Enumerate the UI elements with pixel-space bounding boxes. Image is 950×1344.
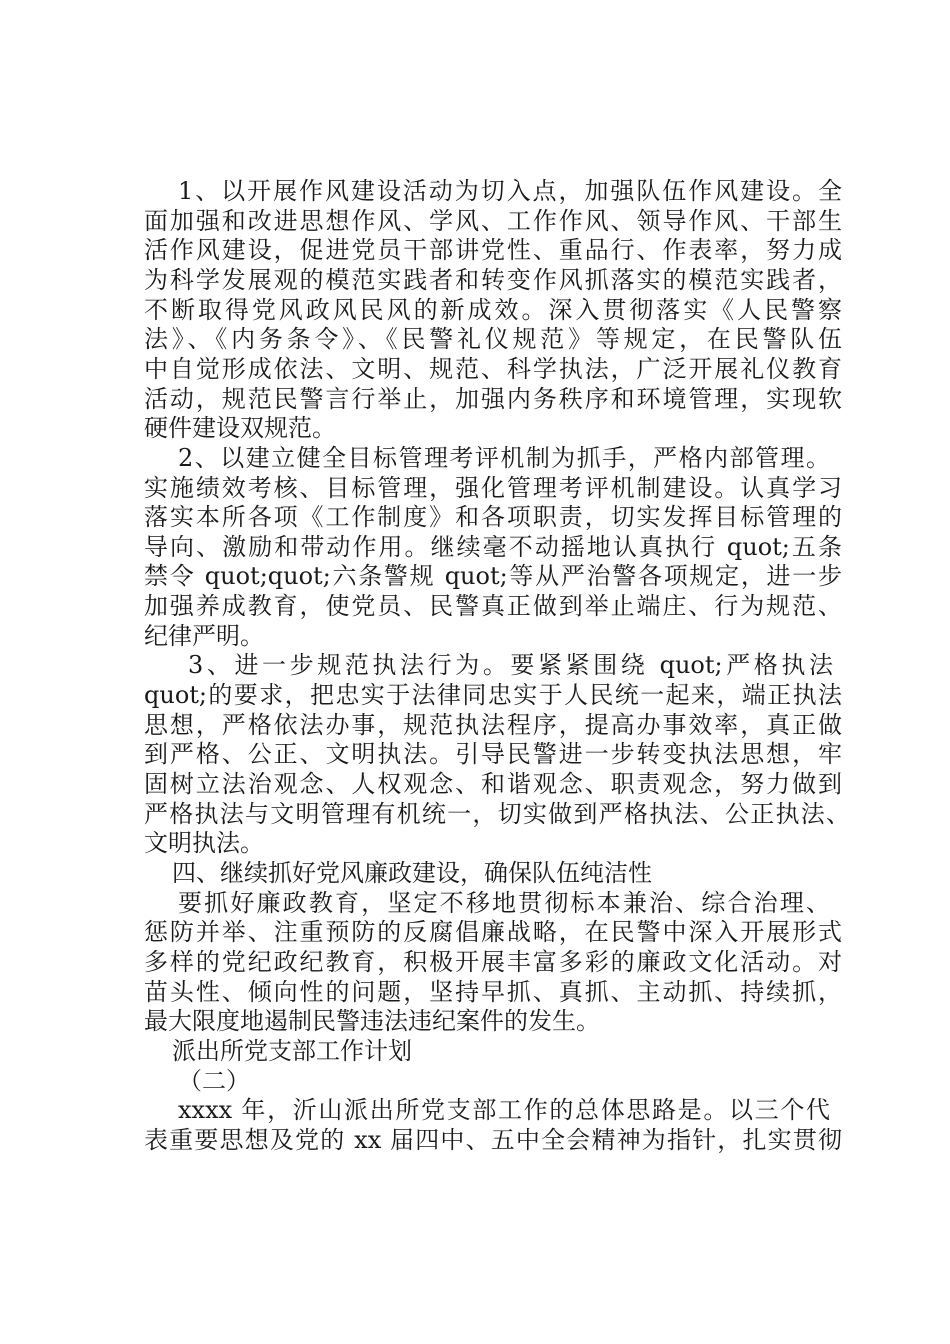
paragraph-line: 实施绩效考核、目标管理，强化管理考评机制建设。认真学习 (144, 474, 842, 502)
paragraph-line: 惩防并举、注重预防的反腐倡廉战略，在民警中深入开展形式 (144, 918, 842, 946)
paragraph-line: 3、进一步规范执法行为。要紧紧围绕 quot;严格执法 (188, 651, 833, 679)
paragraph-line: quot;的要求，把忠实于法律同忠实于人民统一起来，端正执法 (144, 681, 842, 709)
paragraph-line: 固树立法治观念、人权观念、和谐观念、职责观念，努力做到 (144, 770, 842, 798)
paragraph-line: 到严格、公正、文明执法。引导民警进一步转变执法思想，牢 (144, 740, 842, 768)
document-title: 派出所党支部工作计划 (172, 1037, 412, 1065)
paragraph-line: 中自觉形成依法、文明、规范、科学执法，广泛开展礼仪教育 (144, 355, 842, 383)
paragraph-line: 表重要思想及党的 xx 届四中、五中全会精神为指针，扎实贯彻 (144, 1126, 842, 1154)
paragraph-line: 活作风建设，促进党员干部讲党性、重品行、作表率，努力成 (144, 236, 842, 264)
paragraph-line: 硬件建设双规范。 (144, 414, 336, 442)
paragraph-line: 不断取得党风政风民风的新成效。深入贯彻落实《人民警察 (144, 296, 842, 324)
paragraph-line: 落实本所各项《工作制度》和各项职责，切实发挥目标管理的 (144, 503, 842, 531)
document-subtitle: （二） (178, 1067, 250, 1095)
paragraph-line: 为科学发展观的模范实践者和转变作风抓落实的模范实践者， (144, 266, 842, 294)
section-heading: 四、继续抓好党风廉政建设，确保队伍纯洁性 (172, 859, 652, 887)
paragraph-line: xxxx 年，沂山派出所党支部工作的总体思路是。以三个代 (178, 1096, 830, 1124)
paragraph-line: 纪律严明。 (144, 622, 264, 650)
paragraph-line: 多样的党纪政纪教育，积极开展丰富多彩的廉政文化活动。对 (144, 948, 842, 976)
paragraph-line: 要抓好廉政教育，坚定不移地贯彻标本兼治、综合治理、 (178, 889, 830, 917)
paragraph-line: 2、以建立健全目标管理考评机制为抓手，严格内部管理。 (178, 444, 830, 472)
paragraph-line: 1、以开展作风建设活动为切入点，加强队伍作风建设。全 (178, 177, 842, 205)
paragraph-line: 文明执法。 (144, 829, 264, 857)
paragraph-line: 严格执法与文明管理有机统一，切实做到严格执法、公正执法、 (144, 800, 850, 828)
paragraph-line: 导向、激励和带动作用。继续毫不动摇地认真执行 quot;五条 (144, 533, 842, 561)
paragraph-line: 加强养成教育，使党员、民警真正做到举止端庄、行为规范、 (144, 592, 842, 620)
paragraph-line: 思想，严格依法办事，规范执法程序，提高办事效率，真正做 (144, 711, 842, 739)
paragraph-line: 最大限度地遏制民警违法违纪案件的发生。 (144, 1007, 600, 1035)
paragraph-line: 禁令 quot;quot;六条警规 quot;等从严治警各项规定，进一步 (144, 562, 842, 590)
paragraph-line: 活动，规范民警言行举止，加强内务秩序和环境管理，实现软 (144, 385, 842, 413)
paragraph-line: 法》、《内务条令》、《民警礼仪规范》等规定，在民警队伍 (144, 325, 842, 353)
paragraph-line: 苗头性、倾向性的问题，坚持早抓、真抓、主动抓、持续抓， (144, 978, 842, 1006)
paragraph-line: 面加强和改进思想作风、学风、工作作风、领导作风、干部生 (144, 207, 842, 235)
